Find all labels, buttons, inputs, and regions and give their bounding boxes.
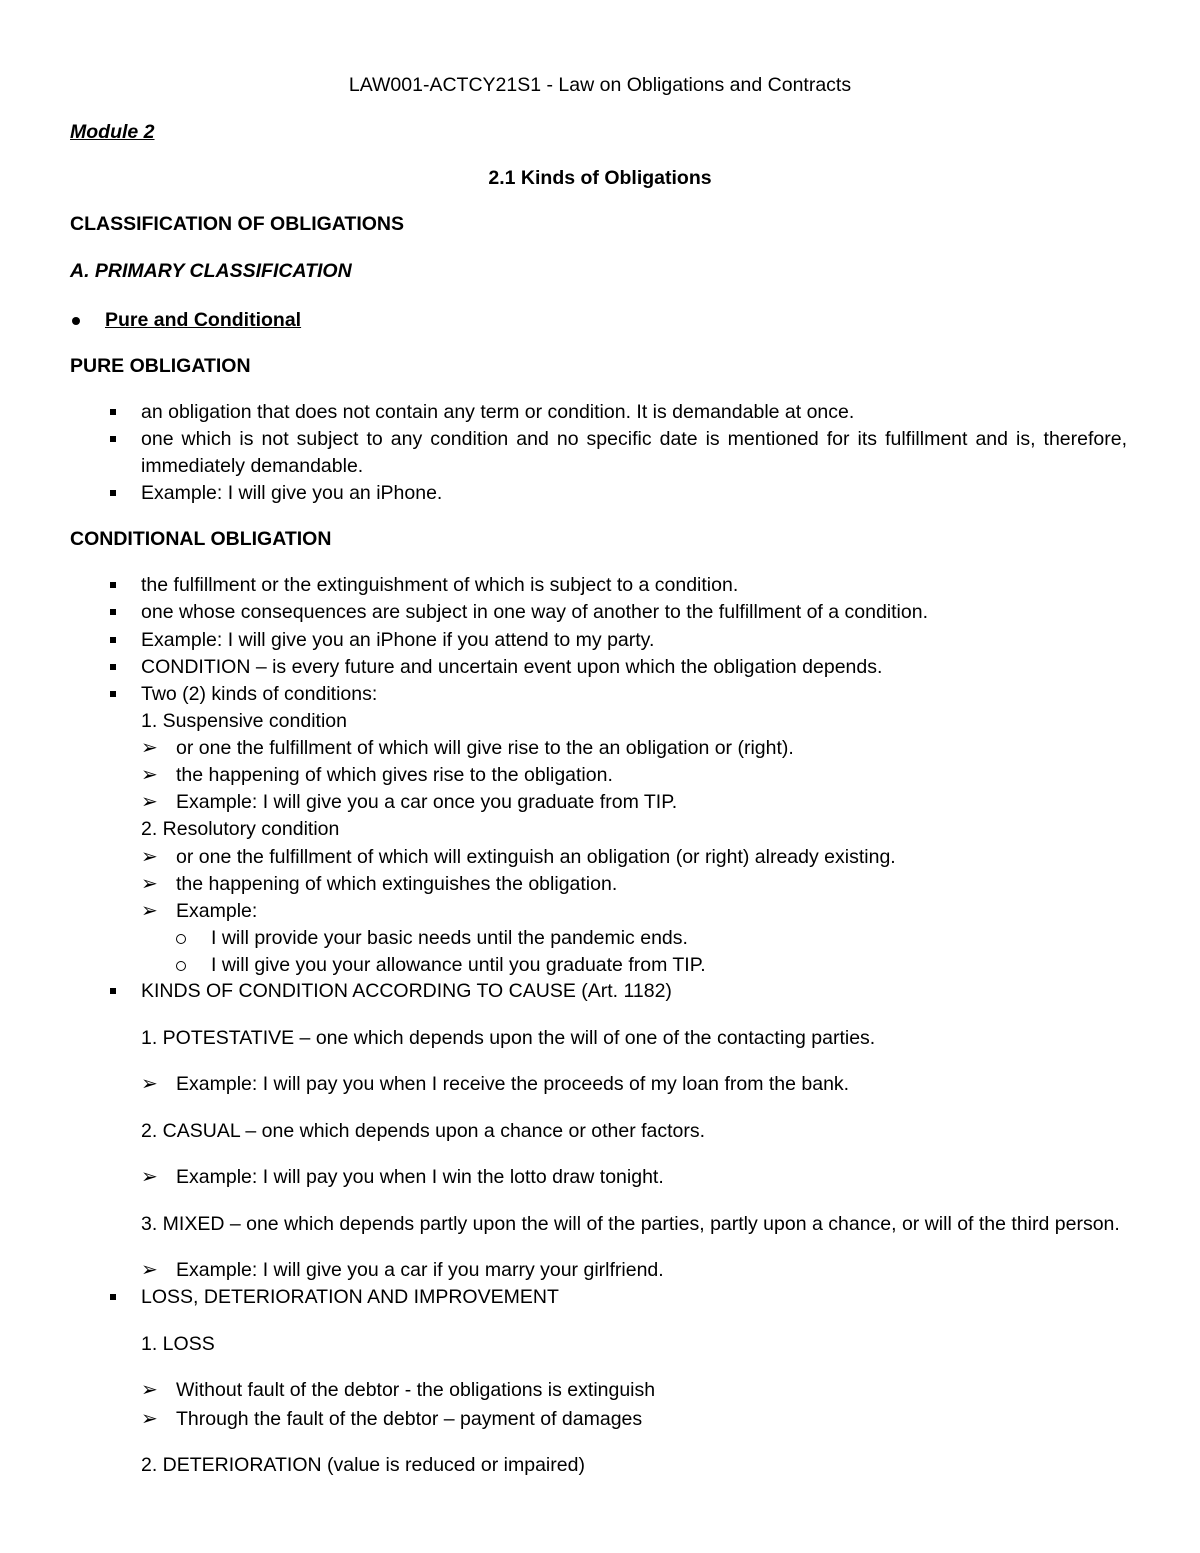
topic-pure-conditional: Pure and Conditional <box>105 309 302 331</box>
loss-label: 1. LOSS <box>141 1333 215 1355</box>
mixed-label: 3. MIXED – one which depends partly upon the will of the parties, partly upon a chance, or will of the third person. <box>141 1213 1120 1235</box>
square-bullet-icon <box>110 664 116 670</box>
bullet-dot-icon <box>72 317 80 325</box>
document-header: LAW001-ACTCY21S1 - Law on Obligations and Contracts <box>348 74 852 96</box>
square-bullet-icon <box>110 436 116 442</box>
list-item: KINDS OF CONDITION ACCORDING TO CAUSE (Art. 1182) <box>141 980 672 1002</box>
list-item: Example: <box>176 900 258 922</box>
arrow-bullet-icon: ➢ <box>141 873 158 895</box>
list-item: the fulfillment or the extinguishment of which is subject to a condition. <box>141 574 739 596</box>
conditional-obligation-heading: CONDITIONAL OBLIGATION <box>70 528 332 550</box>
square-bullet-icon <box>110 988 116 994</box>
module-label: Module 2 <box>70 121 155 143</box>
list-item: Through the fault of the debtor – payment of damages <box>176 1408 643 1430</box>
list-item: Example: I will pay you when I win the lotto draw tonight. <box>176 1166 664 1188</box>
square-bullet-icon <box>110 409 116 415</box>
resolutory-condition-label: 2. Resolutory condition <box>141 818 340 840</box>
arrow-bullet-icon: ➢ <box>141 1259 158 1281</box>
square-bullet-icon <box>110 691 116 697</box>
list-item: Example: I will give you an iPhone. <box>141 482 443 504</box>
arrow-bullet-icon: ➢ <box>141 900 158 922</box>
list-item: I will provide your basic needs until the pandemic ends. <box>211 927 688 949</box>
list-item: Example: I will give you a car once you graduate from TIP. <box>176 791 678 813</box>
potestative-label: 1. POTESTATIVE – one which depends upon the will of one of the contacting parties. <box>141 1027 876 1049</box>
casual-label: 2. CASUAL – one which depends upon a chance or other factors. <box>141 1120 706 1142</box>
list-item: Example: I will give you an iPhone if you attend to my party. <box>141 629 655 651</box>
square-bullet-icon <box>110 582 116 588</box>
list-item: one which is not subject to any condition and no specific date is mentioned for its fulfillment and is, therefore, <box>141 428 1127 450</box>
list-item: CONDITION – is every future and uncertain event upon which the obligation depends. <box>141 656 883 678</box>
list-item-continuation: immediately demandable. <box>141 455 364 477</box>
list-item: Without fault of the debtor - the obligations is extinguish <box>176 1379 656 1401</box>
list-item: the happening of which gives rise to the obligation. <box>176 764 613 786</box>
square-bullet-icon <box>110 1294 116 1300</box>
suspensive-condition-label: 1. Suspensive condition <box>141 710 347 732</box>
square-bullet-icon <box>110 609 116 615</box>
arrow-bullet-icon: ➢ <box>141 1073 158 1095</box>
list-item: I will give you your allowance until you graduate from TIP. <box>211 954 706 976</box>
list-item: Example: I will give you a car if you marry your girlfriend. <box>176 1259 664 1281</box>
list-item: Example: I will pay you when I receive the proceeds of my loan from the bank. <box>176 1073 850 1095</box>
arrow-bullet-icon: ➢ <box>141 791 158 813</box>
square-bullet-icon <box>110 637 116 643</box>
list-item: one whose consequences are subject in one way of another to the fulfillment of a condition. <box>141 601 928 623</box>
list-item: or one the fulfillment of which will extinguish an obligation (or right) already existing. <box>176 846 896 868</box>
pure-obligation-heading: PURE OBLIGATION <box>70 355 251 377</box>
arrow-bullet-icon: ➢ <box>141 1166 158 1188</box>
primary-classification-heading: A. PRIMARY CLASSIFICATION <box>70 260 352 282</box>
list-item: or one the fulfillment of which will give rise to the an obligation or (right). <box>176 737 794 759</box>
list-item: Two (2) kinds of conditions: <box>141 683 378 705</box>
circle-bullet-icon <box>176 934 186 944</box>
circle-bullet-icon <box>176 961 186 971</box>
deterioration-label: 2. DETERIORATION (value is reduced or impaired) <box>141 1454 585 1476</box>
arrow-bullet-icon: ➢ <box>141 846 158 868</box>
arrow-bullet-icon: ➢ <box>141 764 158 786</box>
list-item: the happening of which extinguishes the obligation. <box>176 873 618 895</box>
section-title: 2.1 Kinds of Obligations <box>488 167 712 189</box>
classification-heading: CLASSIFICATION OF OBLIGATIONS <box>70 213 405 235</box>
arrow-bullet-icon: ➢ <box>141 1408 158 1430</box>
arrow-bullet-icon: ➢ <box>141 737 158 759</box>
arrow-bullet-icon: ➢ <box>141 1379 158 1401</box>
list-item: LOSS, DETERIORATION AND IMPROVEMENT <box>141 1286 559 1308</box>
list-item: an obligation that does not contain any term or condition. It is demandable at once. <box>141 401 855 423</box>
square-bullet-icon <box>110 490 116 496</box>
